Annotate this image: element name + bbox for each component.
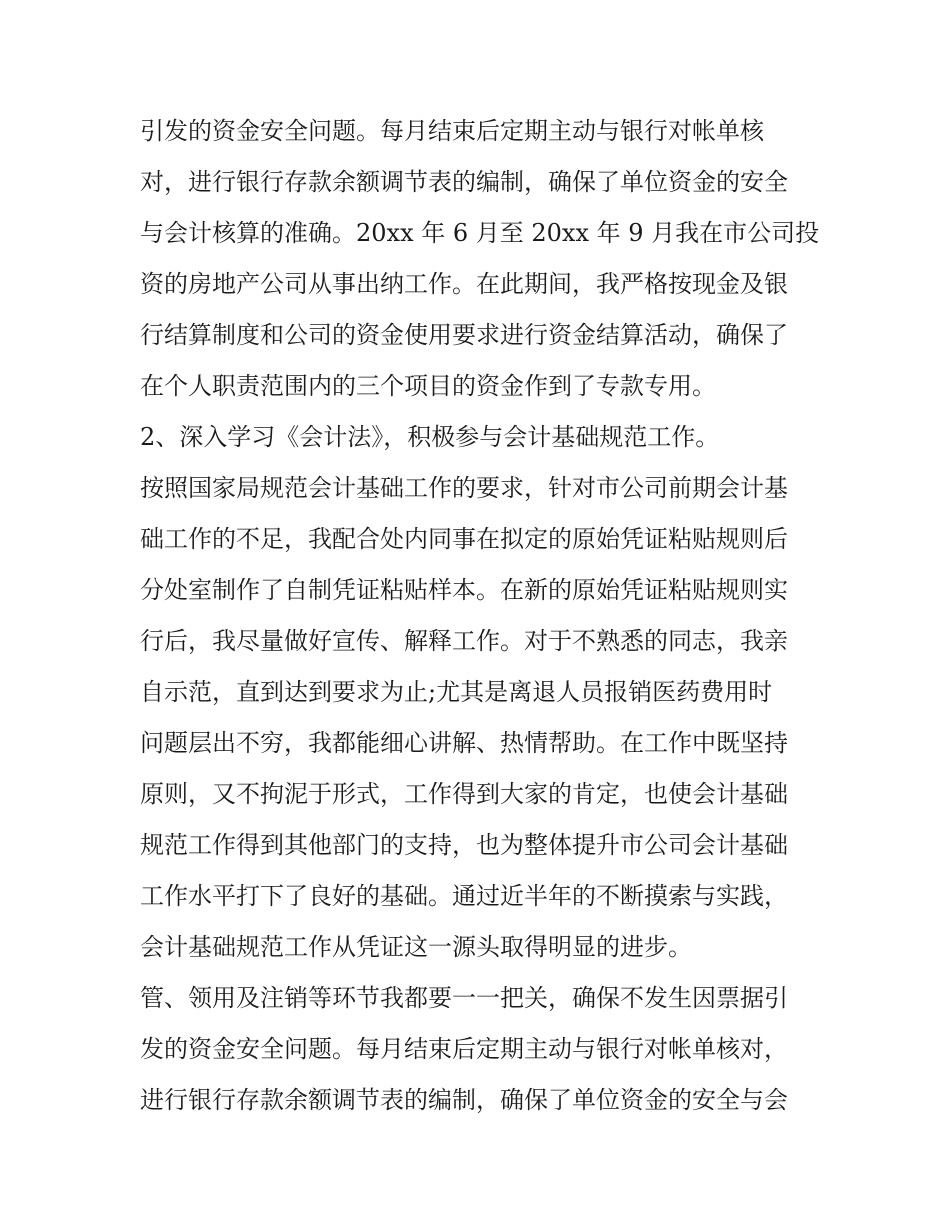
text-line-20: 进行银行存款余额调节表的编制，确保了单位资金的安全与会 — [140, 1086, 788, 1114]
text-line-5: 行结算制度和公司的资金使用要求进行资金结算活动，确保了 — [140, 321, 788, 349]
body-text — [140, 106, 820, 1126]
text-line-10: 分处室制作了自制凭证粘贴样本。在新的原始凭证粘贴规则实 — [140, 576, 788, 604]
section-heading: 2、深入学习《会计法》，积极参与会计基础规范工作。 — [140, 423, 720, 451]
text-line-11: 行后，我尽量做好宣传、解释工作。对于不熟悉的同志，我亲 — [140, 627, 788, 655]
text-line-12: 自示范，直到达到要求为止;尤其是离退人员报销医药费用时 — [140, 678, 773, 706]
text-line-19: 发的资金安全问题。每月结束后定期主动与银行对帐单核对， — [140, 1035, 788, 1063]
text-line-15: 规范工作得到其他部门的支持，也为整体提升市公司会计基础 — [140, 831, 788, 859]
text-line-13: 问题层出不穷，我都能细心讲解、热情帮助。在工作中既坚持 — [140, 729, 788, 757]
text-line-6: 在个人职责范围内的三个项目的资金作到了专款专用。 — [140, 372, 716, 400]
text-line-14: 原则，又不拘泥于形式，工作得到大家的肯定，也使会计基础 — [140, 780, 788, 808]
text-line-18: 管、领用及注销等环节我都要一一把关，确保不发生因票据引 — [140, 984, 788, 1012]
text-line-4: 资的房地产公司从事出纳工作。在此期间，我严格按现金及银 — [140, 270, 788, 298]
text-line-17: 会计基础规范工作从凭证这一源头取得明显的进步。 — [140, 933, 692, 961]
text-line-1: 引发的资金安全问题。每月结束后定期主动与银行对帐单核 — [140, 117, 764, 145]
text-line-16: 工作水平打下了良好的基础。通过近半年的不断摸索与实践， — [140, 882, 788, 910]
text-line-3: 与会计核算的准确。20xx 年 6 月至 20xx 年 9 月我在市公司投 — [140, 219, 820, 247]
text-line-2: 对，进行银行存款余额调节表的编制，确保了单位资金的安全 — [140, 168, 788, 196]
text-line-9: 础工作的不足，我配合处内同事在拟定的原始凭证粘贴规则后 — [140, 525, 788, 553]
text-line-8: 按照国家局规范会计基础工作的要求，针对市公司前期会计基 — [140, 474, 788, 502]
